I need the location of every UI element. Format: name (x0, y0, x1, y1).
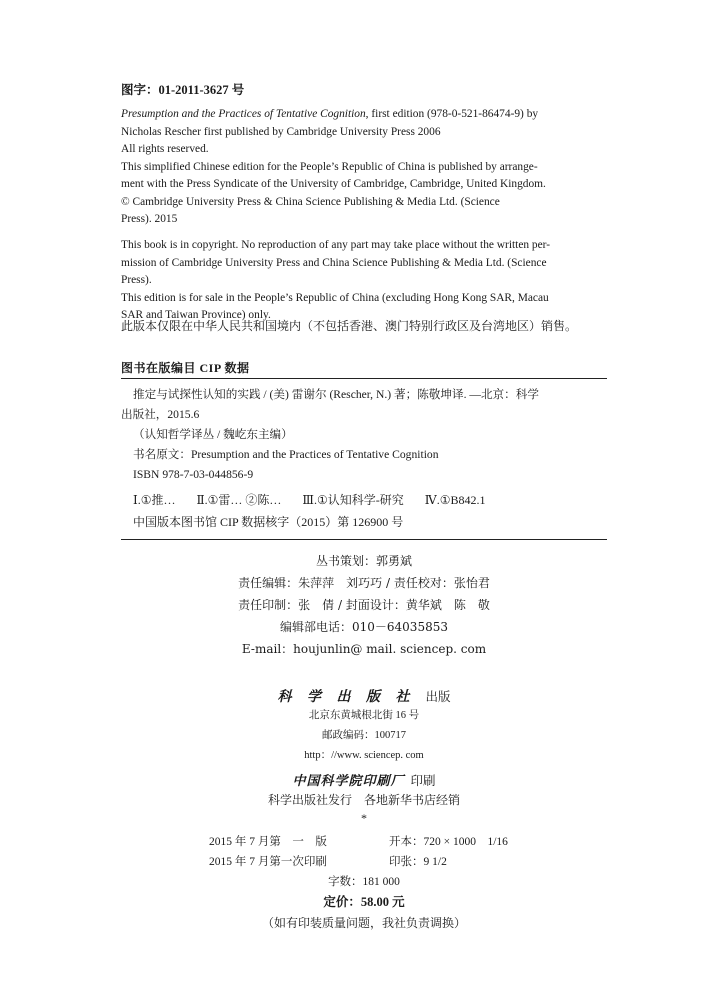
cip-line: 出版社，2015.6 (121, 408, 200, 421)
sale-restriction-note: 此版本仅限在中华人民共和国境内（不包括香港、澳门特别行政区及台湾地区）销售。 (121, 319, 578, 333)
cip-box (121, 378, 607, 540)
publisher-address: 北京东黄城根北街 16 号 (308, 710, 420, 721)
credit-line: 丛书策划：郭勇斌 (315, 554, 412, 568)
distribution-line: 科学出版社发行 各地新华书店经销 (267, 793, 460, 807)
cip-category: Ⅰ.①推… (133, 493, 176, 507)
cip-categories (121, 489, 607, 511)
publisher-logo-text: 科 学 出 版 社 (277, 690, 416, 705)
word-count: 字数：181 000 (328, 876, 400, 888)
publisher-action: 出版 (425, 690, 451, 704)
credits-block (121, 550, 607, 660)
rights-line: Nicholas Rescher first published by Cambridge University Press 2006 (121, 125, 441, 138)
copyright-line: This book is in copyright. No reproduction of any part may take place without the written per- (121, 239, 551, 251)
rights-line: Press). 2015 (121, 213, 178, 225)
cip-category: Ⅲ.①认知科学-研究 (302, 493, 404, 507)
rights-line: ment with the Press Syndicate of the University of Cambridge, Cambridge, United Kingdom. (121, 178, 546, 190)
registration-number: 图字：01-2011-3627 号 (121, 83, 245, 97)
rights-line-tail: , first edition (978-0-521-86474-9) by (365, 108, 539, 120)
publisher-website: http：//www. sciencep. com (304, 750, 424, 761)
copyright-line: Press). (121, 274, 152, 286)
publisher-line (121, 686, 607, 706)
sheet-count: 印张：9 1/2 (389, 856, 447, 868)
cip-line: （认知哲学译丛 / 魏屹东主编） (133, 428, 293, 441)
edition-row (121, 832, 607, 852)
format-size: 开本：720 × 1000 1/16 (389, 836, 508, 848)
copyright-line: mission of Cambridge University Press and China Science Publishing & Media Ltd. (Science (121, 256, 547, 269)
copyright-line: SAR and Taiwan Province) only. (121, 309, 271, 321)
edition-date: 2015 年 7 月第 一 版 (209, 836, 327, 848)
cip-line: 书名原文：Presumption and the Practices of Tentative Cognition (133, 448, 439, 461)
printer-line (121, 770, 607, 789)
credit-line: 编辑部电话：010－64035853 (280, 620, 448, 634)
rights-line: All rights reserved. (121, 143, 209, 155)
cip-category: Ⅳ.①B842.1 (424, 493, 486, 507)
credit-line: E-mail：houjunlin@ mail. sciencep. com (241, 642, 487, 656)
rights-line: This simplified Chinese edition for the People’s Republic of China is published by arrange- (121, 160, 538, 173)
price: 定价：58.00 元 (323, 895, 405, 909)
quality-notice: （如有印装质量问题，我社负责调换） (261, 916, 466, 930)
edition-block (121, 832, 607, 934)
rights-line: © Cambridge University Press & China Science Publishing & Media Ltd. (Science (121, 195, 500, 208)
copyright-line: This edition is for sale in the People’s Republic of China (excluding Hong Kong SAR, Macau (121, 291, 549, 304)
credit-line: 责任编辑：朱萍萍 刘巧巧 / 责任校对：张怡君 (238, 576, 490, 590)
cip-title: 图书在版编目 CIP 数据 (121, 361, 250, 375)
cip-line: ISBN 978-7-03-044856-9 (133, 468, 254, 481)
separator-star: * (361, 811, 367, 825)
english-rights-block (121, 106, 607, 229)
publisher-block (121, 686, 607, 825)
printer-action: 印刷 (410, 774, 436, 788)
publisher-postcode: 邮政编码：100717 (322, 730, 406, 741)
national-library-number: 中国版本图书馆 CIP 数据核字（2015）第 126900 号 (133, 515, 404, 529)
rights-line (121, 106, 607, 124)
english-copyright-block (121, 237, 607, 325)
edition-row (121, 852, 607, 872)
credit-line: 责任印制：张 倩 / 封面设计：黄华斌 陈 敬 (238, 598, 490, 612)
cip-category: Ⅱ.①雷… ②陈… (196, 493, 282, 507)
printer-logo-text: 中国科学院印刷厂 (292, 773, 405, 788)
cip-line: 推定与试探性认知的实践 / (美) 雷谢尔 (Rescher, N.) 著；陈敬坤译. —北京：科学 (133, 388, 539, 401)
printing-date: 2015 年 7 月第一次印刷 (209, 856, 327, 868)
book-title-italic: Presumption and the Practices of Tentative Cognition (121, 108, 366, 120)
